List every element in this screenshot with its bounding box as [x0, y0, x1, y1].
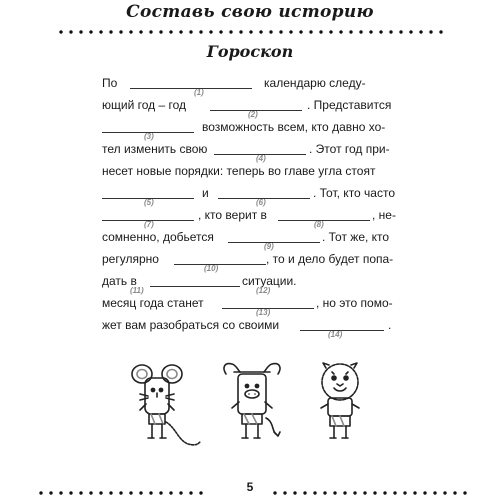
text-fragment: , не-	[372, 208, 396, 222]
text-fragment: .	[388, 318, 392, 332]
blank-number: (9)	[264, 242, 274, 251]
text-line	[102, 330, 402, 358]
blank-field[interactable]	[228, 242, 320, 243]
blank-field[interactable]	[174, 264, 266, 265]
blank-field[interactable]	[278, 220, 370, 221]
blank-number: (5)	[144, 198, 154, 207]
text-fragment: сомненно, добьется	[102, 230, 214, 244]
text-fragment: регулярно	[102, 252, 159, 266]
text-line	[102, 220, 402, 248]
text-line	[102, 242, 402, 270]
text-fragment: дать в	[102, 274, 137, 288]
blank-number: (3)	[144, 132, 154, 141]
text-line	[102, 72, 402, 94]
blank-number: (12)	[256, 286, 271, 295]
text-fragment: , но это помо-	[316, 296, 393, 310]
blank-number: (14)	[328, 330, 343, 339]
dotted-divider-bottom-right	[270, 491, 470, 495]
story-text	[102, 72, 402, 358]
blank-number: (13)	[256, 308, 271, 317]
blank-number: (4)	[256, 154, 266, 163]
text-fragment: . Тот же, кто	[322, 230, 390, 244]
text-line	[102, 264, 402, 292]
text-fragment: ющий год – год	[102, 98, 187, 112]
blank-field[interactable]	[130, 88, 252, 89]
ox-icon	[224, 364, 280, 438]
text-line	[102, 308, 402, 336]
page-number: 5	[246, 480, 254, 494]
section-title: Гороскоп	[206, 42, 294, 61]
text-fragment: . Представится	[307, 98, 392, 112]
text-fragment: календарю следу-	[264, 76, 366, 90]
mouse-icon	[132, 365, 200, 445]
blank-number: (8)	[314, 220, 324, 229]
text-fragment: . Этот год при-	[309, 142, 390, 156]
text-fragment: возможность всем, кто давно хо-	[202, 120, 386, 134]
blank-number: (6)	[256, 198, 266, 207]
text-fragment: , то и дело будет попа-	[266, 252, 394, 266]
dotted-divider-top	[56, 30, 444, 34]
blank-number: (1)	[194, 88, 204, 97]
text-fragment: . Тот, кто часто	[313, 186, 396, 200]
tiger-icon	[321, 363, 359, 438]
blank-field[interactable]	[150, 286, 240, 287]
text-line	[102, 286, 402, 314]
text-line	[102, 132, 402, 160]
blank-number: (10)	[204, 264, 219, 273]
text-fragment: , кто верит в	[198, 208, 267, 222]
page-title: Составь свою историю	[126, 2, 374, 22]
zodiac-illustration	[128, 360, 378, 448]
text-fragment: и	[202, 186, 209, 200]
blank-number: (7)	[144, 220, 154, 229]
text-fragment: ситуации.	[242, 274, 297, 288]
text-fragment: По	[102, 76, 118, 90]
blank-number: (11)	[130, 286, 144, 295]
text-fragment: жет вам разобраться со своими	[102, 318, 280, 332]
text-line	[102, 154, 402, 182]
blank-number: (2)	[248, 110, 258, 119]
text-fragment: месяц года станет	[102, 296, 204, 310]
text-fragment: тел изменить свою	[102, 142, 208, 156]
text-fragment: несет новые порядки: теперь во главе угла стоят	[102, 164, 376, 178]
